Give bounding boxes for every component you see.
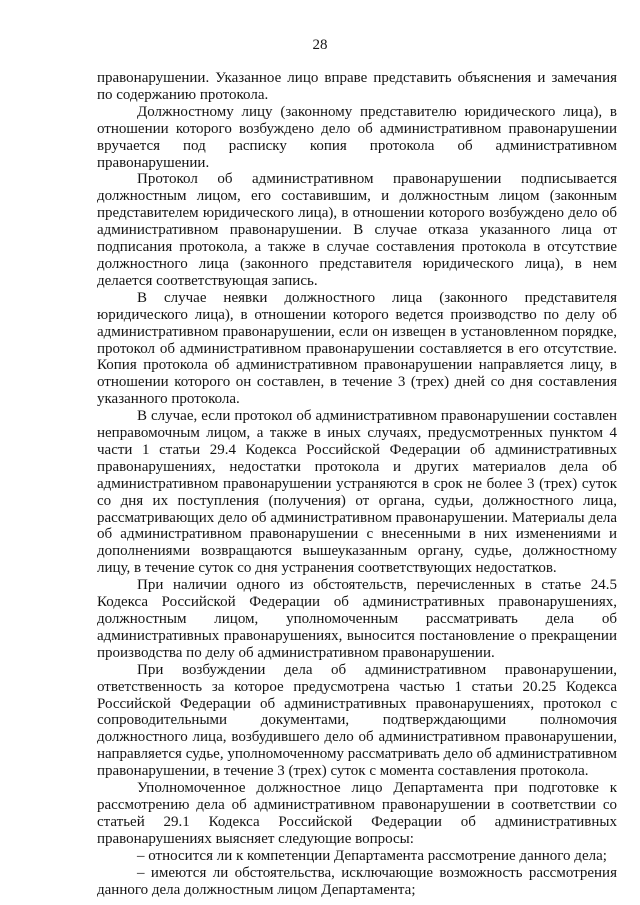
paragraph: В случае неявки должностного лица (законного представителя юридического лица), в отношении которого ведется производство по делу об административном правонарушении, если он извещен в установленном порядке, протокол об административном правонарушении составляется в его отсутствие. Копия протокола об административном правонарушении направляется лицу, в отношении которого он составлен, в течение 3 (трех) дней со дня составления указанного протокола.	[97, 289, 617, 408]
list-item: – относится ли к компетенции Департамента рассмотрение данного дела;	[137, 847, 607, 864]
paragraph: Протокол об административном правонарушении подписывается должностным лицом, его составившим, и должностным лицом (законным представителем юридического лица), в отношении которого возбуждено дело об административном правонарушении. В случае отказа указанного лица от подписания протокола, а также в случае составления протокола в отсутствие должностного лица (законного представителя юридического лица), в нем делается соответствующая запись.	[97, 171, 617, 289]
paragraph: правонарушении. Указанное лицо вправе представить объяснения и замечания по содержанию протокола.	[97, 70, 617, 103]
paragraph: Уполномоченное должностное лицо Департамента при подготовке к рассмотрению дела об административном правонарушении в соответствии со статьей 29.1 Кодекса Российской Федерации об административных правонарушениях выясняет следующие вопросы:	[97, 780, 617, 847]
document-body	[97, 70, 617, 898]
list-item: – имеются ли обстоятельства, исключающие возможность рассмотрения данного дела должностным лицом Департамента;	[97, 864, 617, 898]
paragraph: При наличии одного из обстоятельств, перечисленных в статье 24.5 Кодекса Российской Федерации об административных правонарушениях, должностным лицом, уполномоченным рассматривать дела об административных правонарушениях, выносится постановление о прекращении производства по делу об административном правонарушении.	[97, 577, 617, 661]
paragraph: В случае, если протокол об административном правонарушении составлен неправомочным лицом, а также в иных случаях, предусмотренных пунктом 4 части 1 статьи 29.4 Кодекса Российской Федерации об административных правонарушениях, недостатки протокола и других материалов дела об административном правонарушении устраняются в срок не более 3 (трех) суток со дня их поступления (получения) от органа, судьи, должностного лица, рассматривающих дело об административном правонарушении. Материалы дела об административном правонарушении с внесенными в них изменениями и дополнениями возвращаются вышеуказанным органу, судье, должностному лицу, в течение суток со дня устранения соответствующих недостатков.	[97, 408, 617, 577]
paragraph: Должностному лицу (законному представителю юридического лица), в отношении которого возбуждено дело об административном правонарушении вручается под расписку копия протокола об административном правонарушении.	[97, 103, 617, 171]
paragraph: При возбуждении дела об административном правонарушении, ответственность за которое предусмотрена частью 1 статьи 20.25 Кодекса Российской Федерации об административных правонарушениях, протокол с сопроводительными документами, подтверждающими полномочия должностного лица, возбудившего дело об административном правонарушении, направляется судье, уполномоченному рассматривать дело об административном правонарушении, в течение 3 (трех) суток с момента составления протокола.	[97, 661, 617, 780]
page-number: 28	[312, 37, 328, 53]
